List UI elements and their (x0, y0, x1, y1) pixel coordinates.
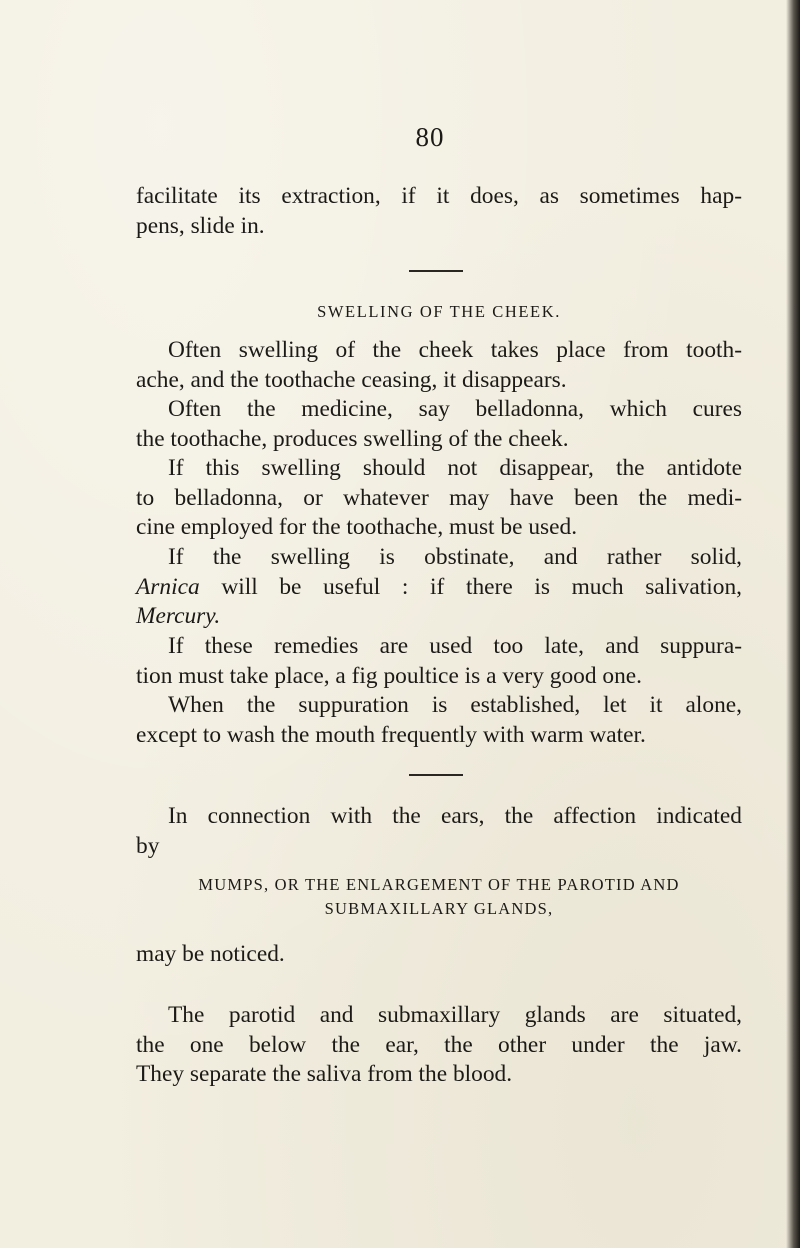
text-line: facilitate its extraction, if it does, as sometimes hap- (136, 183, 742, 209)
remedy-mercury: Mercury. (136, 603, 221, 630)
section-heading-swelling: SWELLING OF THE CHEEK. (317, 302, 561, 321)
intro-paragraph (136, 182, 742, 241)
paragraph-ears-intro (136, 802, 742, 861)
text-line (136, 573, 742, 603)
text-line: If these remedies are used too late, and suppura- (168, 633, 742, 659)
text-line: When the suppuration is established, let it alone, (168, 692, 742, 718)
text-line: Often the medicine, say belladonna, which cures (168, 396, 742, 422)
paragraph-noticed (136, 940, 742, 970)
text-fragment: will be useful : if there is much salivation, (199, 573, 742, 600)
text-line: They separate the saliva from the blood. (136, 1061, 513, 1088)
book-spine-shadow (786, 0, 800, 1248)
text-line: In connection with the ears, the affection indicated (168, 803, 742, 829)
paragraph-swelling-1 (136, 336, 742, 395)
paragraph-swelling-2 (136, 395, 742, 454)
heading-line: MUMPS, OR THE ENLARGEMENT OF THE PAROTID AND (198, 875, 680, 894)
paragraph-swelling-5 (136, 632, 742, 691)
text-line: the toothache, produces swelling of the cheek. (136, 425, 569, 452)
text-line (136, 602, 742, 632)
text-line: ache, and the toothache ceasing, it disappears. (136, 366, 567, 393)
paragraph-swelling-4 (136, 543, 742, 632)
text-line: Often swelling of the cheek takes place from tooth- (168, 337, 742, 363)
text-line: cine employed for the toothache, must be used. (136, 514, 578, 541)
text-line: tion must take place, a fig poultice is a very good one. (136, 662, 643, 689)
text-line: pens, slide in. (136, 212, 265, 239)
text-line: may be noticed. (136, 941, 285, 967)
text-line: If this swelling should not disappear, the antidote (168, 455, 742, 481)
section-heading-mumps (136, 873, 742, 921)
text-line: by (136, 832, 160, 859)
paragraph-swelling-3 (136, 454, 742, 543)
page-number: 80 (415, 122, 445, 152)
heading-line: SUBMAXILLARY GLANDS, (324, 899, 554, 918)
paragraph-swelling-6 (136, 691, 742, 750)
section-divider (409, 774, 463, 776)
text-line: to belladonna, or whatever may have been the medi- (136, 484, 742, 511)
text-line: The parotid and submaxillary glands are situated, (168, 1002, 742, 1028)
text-line: except to wash the mouth frequently with warm water. (136, 721, 646, 748)
paragraph-parotid (136, 1001, 742, 1090)
remedy-arnica: Arnica (136, 573, 200, 600)
section-divider (409, 270, 463, 272)
text-line: the one below the ear, the other under the jaw. (136, 1031, 742, 1058)
text-line: If the swelling is obstinate, and rather solid, (168, 544, 742, 570)
